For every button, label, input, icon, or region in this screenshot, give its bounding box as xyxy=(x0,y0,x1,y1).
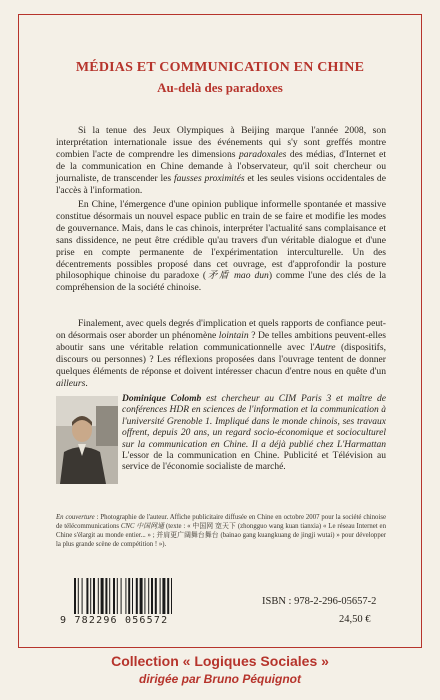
paragraph-1: Si la tenue des Jeux Olympiques à Beijing marque l'année 2008, son interprétation internationale issue des événements qui s'y sont greffés montre combien l'acte de comprendre les dimensions paradoxales des médias, d'Internet et de la communication en Chine demande à l'observateur, qu'il soit chercheur ou journaliste, de transcender les fausses proximités et les seules visions occidentales de l'accès à l'information. xyxy=(56,125,386,196)
isbn: ISBN : 978-2-296-05657-2 xyxy=(262,596,377,607)
book-title: MÉDIAS ET COMMUNICATION EN CHINE xyxy=(75,60,365,75)
price: 24,50 € xyxy=(339,614,371,625)
barcode xyxy=(74,578,192,614)
book-subtitle: Au-delà des paradoxes xyxy=(157,80,283,95)
collection-director: dirigée par Bruno Péquignot xyxy=(138,672,301,686)
author-bio: Dominique Colomb est chercheur au CIM Paris 3 et maître de conférences HDR en sciences de l'information et la communication à l'université Grenoble 1. Impliqué dans le monde chinois, ses travaux offrent, depuis 20 ans, un regard socio-économique et socioculturel sur la communication en Chine. Il a déjà publié chez L'Harmattan L'essor de la communication en Chine. Publicité et Télévision au service de l'économie socialiste de marché. xyxy=(122,394,386,473)
author-photo xyxy=(56,396,118,484)
collection-title: Collection « Logiques Sociales » xyxy=(111,653,329,669)
barcode-number: 9 782296 056572 xyxy=(60,615,169,626)
cover-credits: En couverture : Photographie de l'auteur. Affiche publicitaire diffusée en Chine en octobre 2007 pour la société chinoise de télécommunications CNC 中国网通 (texte : « 中国网 宽天下 (zhongguo wang kuan tianxia) « Le réseau Internet en Chine s'élargit au monde entier... » ; 并肩更广阔舞台舞台 (bainao gang kuangkuang de jingji wutai) » pour développer la plus grande scène de compétition ! »). xyxy=(56,514,386,548)
paragraph-2: En Chine, l'émergence d'une opinion publique informelle spontanée et massive constitue désormais un nouvel espace public en train de se faire et modifie les modes de gouvernance. Mais, dans le cas chinois, interpréter l'actualité sans complaisance et sans dissidence, ne peut être crédible qu'au travers d'un véritable dialogue et d'une prise en compte permanente de l'expérimentation interculturelle. Un des décentrements possibles proposé dans cet ouvrage, est d'approfondir la posture philosophique chinoise du paradoxe (矛盾 mao dun) comme l'une des clés de la compréhension de la société chinoise. xyxy=(56,199,386,294)
paragraph-3: Finalement, avec quels degrés d'implication et quels rapports de confiance peut-on désormais oser aborder un phénomène lointain ? De telles ambitions peuvent-elles aboutir sans une véritable relation communicationnelle avec l'Autre (dispositifs, discours ou personnes) ? Les réflexions proposées dans l'ouvrage tentent de donner quelques éléments de réponse et doivent intéresser chacun d'entre nous en quête d'un ailleurs. xyxy=(56,318,386,389)
author-name: Dominique Colomb xyxy=(122,394,202,404)
